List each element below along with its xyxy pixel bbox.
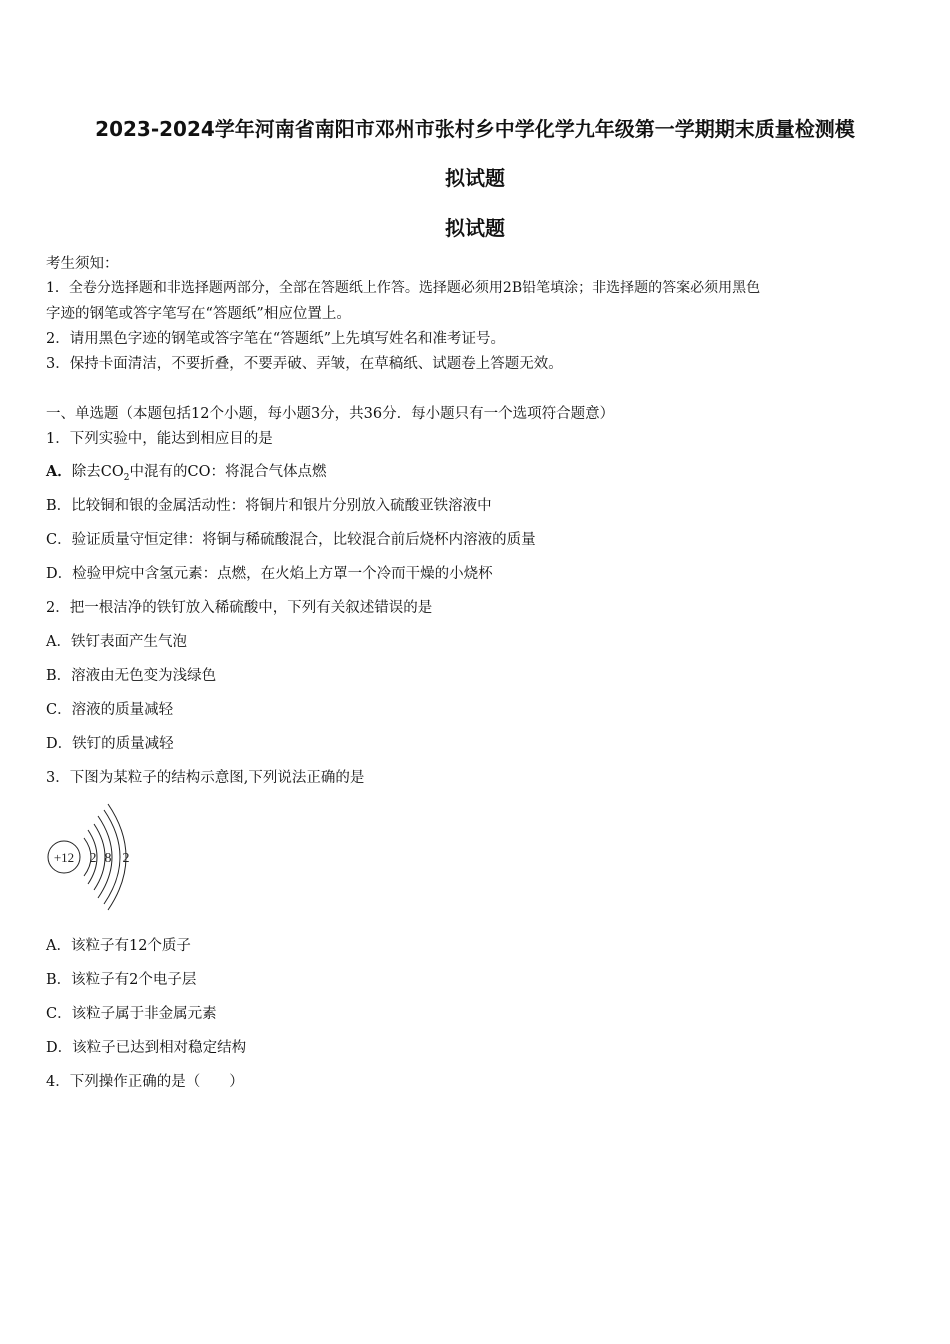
question-1-stem: 1．下列实验中，能达到相应目的是 [46, 431, 273, 447]
exam-title-line2: 拟试题 [445, 166, 505, 190]
notice-heading: 考生须知： [46, 256, 119, 272]
nucleus-charge: +12 [53, 850, 75, 865]
question-4-stem: 4．下列操作正确的是（ ） [46, 1074, 244, 1090]
shell-1-electrons: 2 [89, 851, 97, 866]
question-3-option-c: C．该粒子属于非金属元素 [46, 1006, 217, 1022]
question-2-option-b: B．溶液由无色变为浅绿色 [46, 668, 217, 684]
question-2-option-d: D．铁钉的质量减轻 [46, 736, 174, 752]
question-2-option-c: C．溶液的质量减轻 [46, 702, 174, 718]
atom-structure-diagram [44, 800, 144, 912]
question-3-stem: 3．下图为某粒子的结构示意图,下列说法正确的是 [46, 770, 365, 786]
question-3-option-b: B．该粒子有2个电子层 [46, 972, 197, 988]
notice-item-1a: 1．全卷分选择题和非选择题两部分，全部在答题纸上作答。选择题必须用2B铅笔填涂；非选择题的答案必须用黑色 [46, 280, 761, 296]
notice-item-2: 2．请用黑色字迹的钢笔或答字笔在“答题纸”上先填写姓名和准考证号。 [46, 331, 506, 347]
shell-2-electrons: 8 [104, 851, 112, 866]
question-1-option-a [46, 460, 326, 483]
question-1-option-c: C．验证质量守恒定律：将铜与稀硫酸混合，比较混合前后烧杯内溶液的质量 [46, 532, 536, 548]
question-1-option-b: B．比较铜和银的金属活动性：将铜片和银片分别放入硫酸亚铁溶液中 [46, 498, 492, 514]
shell-3-electrons: 2 [122, 851, 130, 866]
question-2-option-a: A．铁钉表面产生气泡 [46, 634, 187, 650]
exam-title-line3: 拟试题 [445, 216, 505, 240]
section-heading: 一、单选题（本题包括12个小题，每小题3分，共36分．每小题只有一个选项符合题意） [46, 406, 615, 422]
exam-title-line1: 2023-2024学年河南省南阳市邓州市张村乡中学化学九年级第一学期期末质量检测模 [95, 117, 855, 141]
option-label: A． [46, 463, 72, 480]
subscript: 2 [123, 472, 130, 483]
question-3-option-d: D．该粒子已达到相对稳定结构 [46, 1040, 247, 1056]
option-text-pre: 除去CO [71, 464, 124, 480]
option-text-post: 中混有的CO：将混合气体点燃 [129, 464, 327, 480]
question-3-option-a: A．该粒子有12个质子 [46, 938, 191, 954]
notice-item-1b: 字迹的钢笔或答字笔写在“答题纸”相应位置上。 [46, 306, 351, 322]
question-1-option-d: D．检验甲烷中含氢元素：点燃，在火焰上方罩一个冷而干燥的小烧杯 [46, 566, 493, 582]
notice-item-3: 3．保持卡面清洁，不要折叠，不要弄破、弄皱，在草稿纸、试题卷上答题无效。 [46, 356, 563, 372]
question-2-stem: 2．把一根洁净的铁钉放入稀硫酸中，下列有关叙述错误的是 [46, 600, 433, 616]
